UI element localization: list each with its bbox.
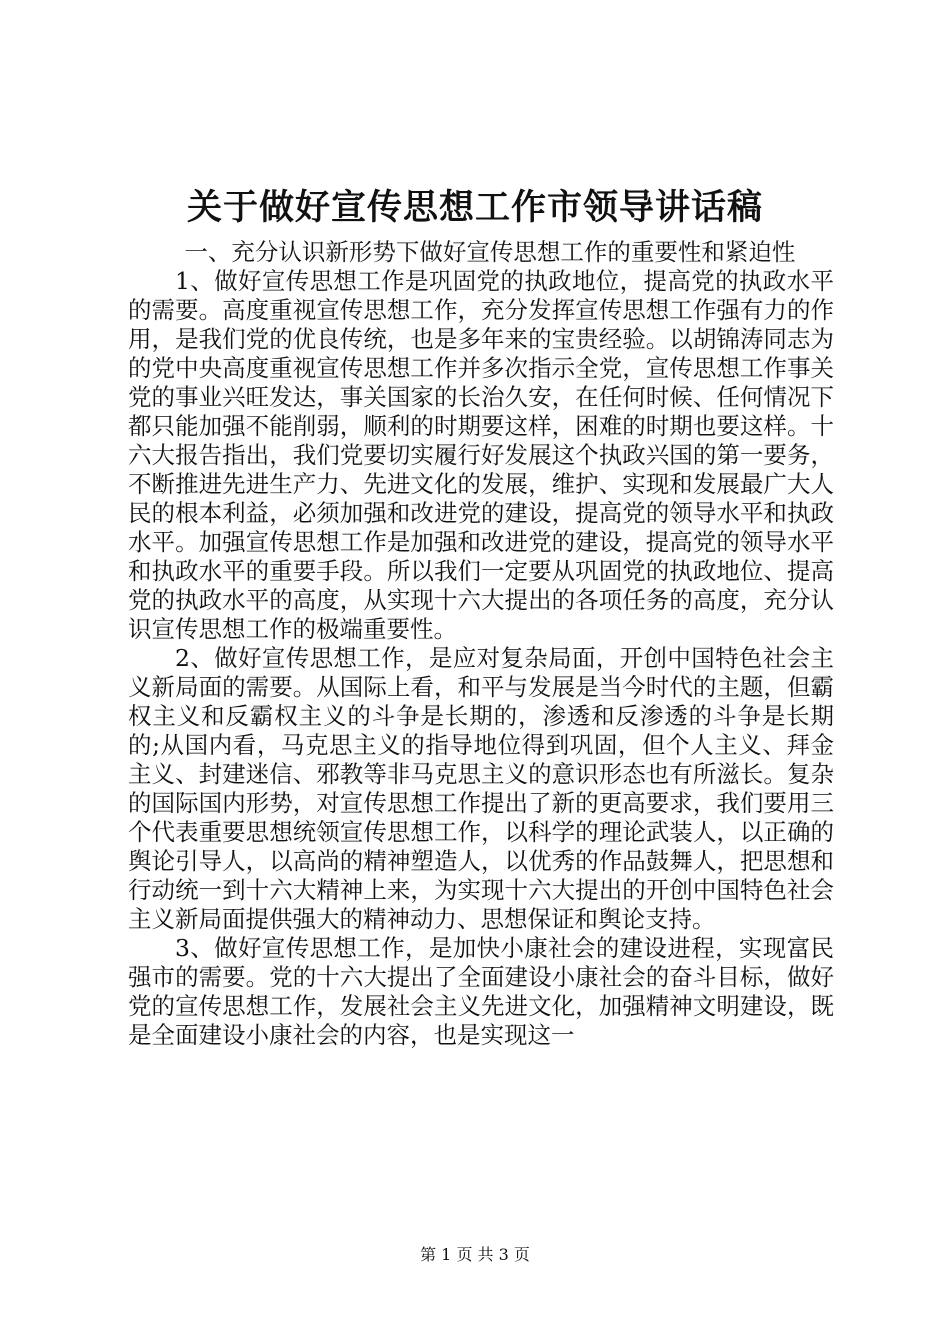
page-title: 关于做好宣传思想工作市领导讲话稿 (186, 187, 763, 228)
section-heading: 一、充分认识新形势下做好宣传思想工作的重要性和紧迫性 (184, 238, 796, 266)
paragraph-1: 1、做好宣传思想工作是巩固党的执政地位，提高党的执政水平的需要。高度重视宣传思想工作，充分发挥宣传思想工作强有力的作用，是我们党的优良传统，也是多年来的宝贵经验。以胡锦涛同志为的党中央高度重视宣传思想工作并多次指示全党，宣传思想工作事关党的事业兴旺发达，事关国家的长治久安，在任何时候、任何情况下都只能加强不能削弱，顺利的时期要这样，困难的时期也要这样。十六大报告指出，我们党要切实履行好发展这个执政兴国的第一要务，不断推进先进生产力、先进文化的发展，维护、实现和发展最广大人民的根本利益，必须加强和改进党的建设，提高党的领导水平和执政水平。加强宣传思想工作是加强和改进党的建设，提高党的领导水平和执政水平的重要手段。所以我们一定要从巩固党的执政地位、提高党的执政水平的高度，从实现十六大提出的各项任务的高度，充分认识宣传思想工作的极端重要性。 (128, 267, 834, 643)
paragraph-2: 2、做好宣传思想工作，是应对复杂局面，开创中国特色社会主义新局面的需要。从国际上看，和平与发展是当今时代的主题，但霸权主义和反霸权主义的斗争是长期的，渗透和反渗透的斗争是长期的;从国内看，马克思主义的指导地位得到巩固，但个人主义、拜金主义、封建迷信、邪教等非马克思主义的意识形态也有所滋长。复杂的国际国内形势，对宣传思想工作提出了新的更高要求，我们要用三个代表重要思想统领宣传思想工作，以科学的理论武装人，以正确的舆论引导人，以高尚的精神塑造人，以优秀的作品鼓舞人，把思想和行动统一到十六大精神上来，为实现十六大提出的开创中国特色社会主义新局面提供强大的精神动力、思想保证和舆论支持。 (128, 644, 834, 933)
page-footer: 第 1 页 共 3 页 (420, 1245, 530, 1264)
paragraph-3: 3、做好宣传思想工作，是加快小康社会的建设进程，实现富民强市的需要。党的十六大提出了全面建设小康社会的奋斗目标，做好党的宣传思想工作，发展社会主义先进文化，加强精神文明建设，既是全面建设小康社会的内容，也是实现这一 (128, 934, 834, 1049)
document-body (128, 238, 834, 1050)
